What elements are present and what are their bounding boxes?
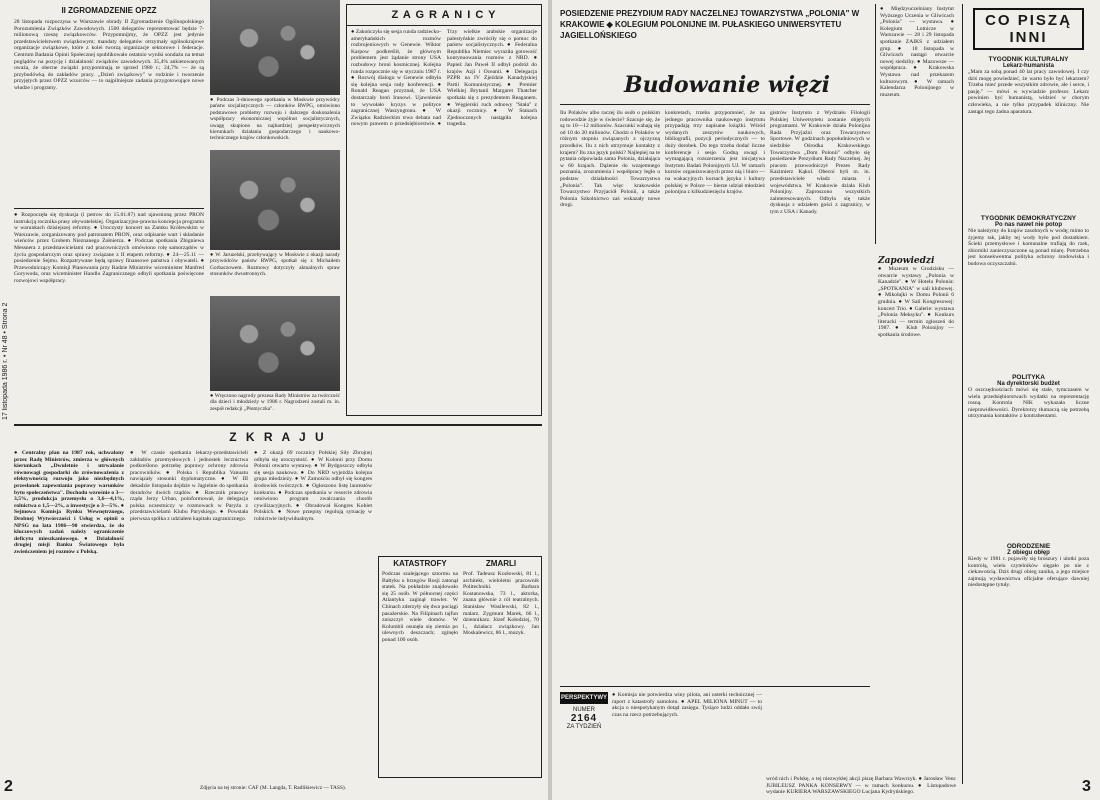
promo-col1: ● Komisja nie potwierdza winy pilota, ani usterki technicznej — raport z katastrofy samolotu. ● APEL MILIONA MINUT — to akcja o niespotykanym dotąd zasięgu. Tysiące ludzi oddało swój czas na rzecz potrzebujących. <box>612 692 762 718</box>
katastrofy-title: KATASTROFY <box>393 559 447 568</box>
zkraju-col3: ● Z okazji 69 rocznicy Polskiej Siły Zbrojnej odbyła się uroczystość. ● W Kolonii przy Domu Polonii otwarto wystawę. ● W Bydgoszczy odbyła się sesja naukowa. ● Do NRD wyjeżdża kolejna grupa młodzieży. ● W Zamościu odbył się kongres środowisk twórczych. ● Ogłoszono listę laureatów konkursu. ● Podczas spotkania w resorcie zdrowia omówiono program zwalczania chorób cywilizacyjnych. ● Obradował Kongres Kobiet Polskich. ● Nowe przepisy regulują sytuację w rolnictwie indywidualnym. <box>254 450 372 522</box>
odr-body: Kiedy w 1981 r. pojawiły się broszury i ulotki poza kontrolą, wielu czytelników sięgało po nie z ciekawością. Dziś drugi obieg zanika, a jego miejsce zajmują wydawnictwa oficjalne oferujące dawniej niedostępne tytuły. <box>968 556 1089 589</box>
posiedzenie-col2: konkretach, trzeba przypomnieć, że na jednego pracownika naukowego instytutu przypadają trzy napisane książki. Wśród wydanych zeszytów naukowych, bibliografii, pozycji periodycznych — to duży dorobek. Do tego trzeba dodać liczne konferencje i sesje. Godną uwagi i wymagającą rozszerzenia jest inicjatywa Instytutu Badań Polonijnych UJ. W ramach kursów organizowanych przez nią i biuro — na wakacyjnych kursach języka i kultury polskiej w Polsce — bierze udział młodzież polonijna z kilkudziesięciu krajów. <box>665 110 765 196</box>
perspektywy-logo: PERSPEKTYWY <box>560 692 608 704</box>
page-number-left: 2 <box>4 778 13 795</box>
photo-jaruzelski-gorbachev <box>210 150 340 250</box>
co-pisza-inni-column <box>962 4 1094 784</box>
divider <box>14 208 204 209</box>
pol-subtitle: Na dyrektorski budżet <box>997 381 1060 387</box>
headline: Budowanie więzi <box>624 72 830 98</box>
sidebar-notes <box>875 4 955 244</box>
za-tydzien: ZA TYDZIEŃ <box>566 724 602 730</box>
katastrofy-zmarli-box <box>378 556 542 778</box>
news-bullets <box>14 212 204 412</box>
page-number-right: 3 <box>1082 778 1091 795</box>
zapowiedzi-header <box>878 250 954 264</box>
tk-body: „Mam za sobą ponad 40 lat pracy zawodowej. I czy dziś mogę powiedzieć, że warto było być lekarzem? Trzeba mieć przede wszystkim zdrowie, ale i serce, i pasję." — mówi w wywiadzie profesor. Lekarz powinien być humanistą, widzieć w chorym człowieka, a nie tylko przypadek kliniczny. Nie zastąpi tego żadna aparatura. <box>968 69 1089 115</box>
zkraju-col1: ● Centralny plan na 1987 rok, uchwalony przez Radę Ministrów, zmierza w głównych kierunkach „Dwuletnie i utrwalanie równowagi gospodarki do zrównoważenia z efektywnością rozwoju jako niezbędnych przesłanek zapewniania poprawy warunków bytu społeczeństwa". Dochodu wzrośnie o 3—3,5%, produkcja przemysłu o 3,6—4,1%, rolnictwa o 1,5—2%, a inwestycje o 3—5%. ● Sejmowa Komisja Rynku Wewnętrznego, Drobnej Wytwórczości i Usług w opinii o NPSG na lata 1986—90 stwierdza, że do kluczowych zadań należy ograniczenie deficytu mieszkaniowego. ● Działalność drugiej misji Banku Światowego była zwieńczeniem jej rozmów z Polską. <box>14 450 124 555</box>
posiedzenie-title: POSIEDZENIE PREZYDIUM RADY NACZELNEJ TOWARZYSTWA „POLONIA" W KRAKOWIE ◆ KOLEGIUM POLONIJNE IM. PUŁASKIEGO UNIWERSYTETU JAGIELLOŃSKIEGO <box>560 9 860 40</box>
zmarli-section <box>463 559 539 775</box>
zkraju-col2: ● W czasie spotkania lekarzy-przedstawicieli zakładów przemysłowych i jednostek lecznictwa podkreślono potrzebę poprawy ochrony zdrowia pracowników. ● Polska i Republika Vanuatu nawiązały stosunki dyplomatyczne. ● W III dekadzie listopada dojdzie w Jagielnie do spotkania doradców dwóch rządów. ● Rzecznik prasowy rządu Jerzy Urban, poinformował, że delegacja polska uczestniczy w rozmowach w Paryżu z przedstawicielami Klubu Paryskiego. ● Powstała pierwsza spółka z udziałem kapitału zagranicznego. <box>130 450 248 522</box>
zapowiedzi-title: Zapowiedzi <box>878 256 935 266</box>
promo-col2: wród nich i Polskę, o tej niezwykłej akcji piszę Barbara Wawrzyk. ● Jarosław Venc JUBILEUSZ PANKA KONSERWY — w ramach konkursu. ● Listopadowe wydanie KURIERA WARSZAWSKIEGO Lucjana Kydryńskiego. <box>766 776 956 796</box>
zmarli-body: Prof. Tadeusz Kozłowski, 81 l., architekt, wieloletni pracownik Politechniki. Barbara Kostanowska, 73 l., aktorka, znana głównie z ról teatralnych. Stanisław Wasilewski, 82 l., malarz. Zygmunt Marek, 66 l., dziennikarz. Józef Kołodziej, 70 l., działacz związkowy. Jan Moskalewicz, 86 l., muzyk. <box>463 571 539 637</box>
co-pisza-inni-content <box>963 56 1094 666</box>
td-body: Nie należymy do krajów zasobnych w wodę; mimo to żyjemy tak, jakby tej wody było pod dostatkiem. Ścieki przemysłowe i komunalne trafiają do rzek, zbiorniki zanieczyszczone są ponad miarę. Potrzebna jest konsekwentna polityka ochrony środowiska i budowa oczyszczalni. <box>968 228 1089 267</box>
zagranicy-body: ● Zakończyła się sesja runda radziecko-amerykańskich rozmów rozbrojeniowych w Genewie. Wiktor Karpow podkreślił, że głównym problemem jest żądanie strony USA rozbudowy broni kosmicznej. Kolejna runda rozpocznie się w styczniu 1987 r. ● Rozwój dialogu w Genewie odbyła się kolejna sesja rady konferencji. ● Ronald Reagan przyznał, że USA dostarczały broń Iranowi. Ujawnienie to wywołało kryzys w polityce zagranicznej Waszyngtonu. ● W Związku Radzieckim trwa debata nad nowym prawem o przedsiębiorstwie. ● Trzy wielkie arabskie organizacje palestyńskie zwróciły się o pomoc do państw socjalistycznych. ● Federalna Republika Niemiec wyraziła gotowość kontynuowania rozmów z NRD. ● Papież Jan Paweł II odbył podróż do krajów Azji i Oceanii. ● Delegacja PZPR na IV Zjeździe Kanadyjskiej Partii Komunistycznej. ● Premier Wielkiej Brytanii Margaret Thatcher spotkała się z prezydentem Reaganem. ● Węgierski ruch odnowy "Stała" z okazji rocznicy. ● W Stanach Zjednoczonych nastąpiła kolejna tragedia. <box>351 29 537 128</box>
zapowiedzi-body: ● Muzeum w Grodzisku — otwarcie wystawy „Polonia w Kanadzie". ● W Hotelu Polonia: „SPOTKANIA" w sali klubowej. ● Mikołajki w Domu Polonii 6 grudnia. ● W Sali Kongresowej: koncert Trio. ● Galerie: wystawa „Polonia Meksyku". ● Konkurs literacki — termin zgłoszeń do 1987. ● Klub Polonijny — spotkania środowe. <box>878 266 954 338</box>
photo-award-ceremony <box>210 296 340 391</box>
opzz-body: 28 listopada rozpoczyna w Warszawie obrady II Zgromadzenie Ogólnopolskiego Porozumienia Związków Zawodowych. 1500 delegatów reprezentować będzie 7-milionową rzeszę związkowców. Przypomnijmy, że OPZZ jest jedynie przedstawicielstwem związkowym; mandaty delegatów otrzymały ogólnokrajowe organizacje związkowe, które z kolei tworzą organizacje sektorowe i federacje. Centrum Badania Opinii Społecznej opublikowało ostatnio wyniki sondażu na temat poglądów na pozycję i działalność związków zawodowych. 35,4% ankietowanych uważa, że obecne związki przypominają te sprzed 1980 r.; 24,7% — że są przybudówką do zakładów pracy. „Dzień związkowy" w rodzinie i tworzenie przyjętych przez OPZZ wzorców — to najpilniejsze zadania przygotowujące nowe władze i programy. <box>14 19 204 91</box>
odr-subtitle: Z obiegu obłęp <box>1007 550 1050 556</box>
posiedzenie-col3: gistrów Instytutu z Wydziału Filologii Polskiej Uniwersytetu zostanie objętych programami. W Krakowie działa Polonijna Rada Przyjaźni oraz Towarzystwo Sportowe. W godzinach popołudniowych w siedzibie Ośrodka Krakowskiego Towarzystwa „Dom Polonii" odbyło się posiedzenie Prezydium Rady Naczelnej. Jej pracom przewodniczył Prezes Rady Kazimierz Kąkol. Obecni byli m. in. przedstawiciele władz miasta i województwa. W Krakowie działa Klub Polonijny. Zaproszono wszystkich zainteresowanych. Odbyła się także dyskusja z udziałem gości z zagranicy, w tym z USA i Kanady. <box>770 110 870 215</box>
opzz-title: II ZGROMADZENIE OPZZ <box>61 6 157 15</box>
td-subtitle: Po nas nawet nie potop <box>994 222 1062 228</box>
number-label: NUMER <box>573 707 595 713</box>
right-page <box>552 0 1100 800</box>
photo-credits: Zdjęcia na tej stronie: CAF (M. Langda, T. Radlikiewicz — TASS). <box>200 785 346 791</box>
pol-title: POLITYKA <box>1012 374 1045 381</box>
zmarli-title: ZMARLI <box>485 559 517 568</box>
posiedzenie-col1: Ilu Polaków albo raczej ilu osób o polskim rodowodzie żyje w świecie? Szacuje się, że są to 10—12 milionów. Szacunki wahają się od 10 do 20 milionów. Chodzi o Polaków w różnym stopniu związanych z ojczyzną przodków. Ilu z nich utrzymuje kontakty z krajem? Ilu zna język polski? Najlepiej na te pytania odpowiada sama Polonia, działająca w 60 krajach. Dążenie do wzajemnego poznania, zrozumienia i współpracy legło u podstaw działalności Towarzystwa „Polonia". Tak więc krakowskie Towarzystwo Przyjaciół Polonii, a także Polonia Szkolnictwo zaś wskazały nowe drogi. <box>560 110 660 209</box>
opzz-article <box>14 6 204 206</box>
perspektywy-promo <box>560 692 608 788</box>
katastrofy-body: Podczas szalejącego sztormu na Bałtyku u brzegów Rosji zatonął statek. Na pokładzie znajdowało się 25 osób. W północnej części Atlantyku zaginął trawler. W Chinach zderzyły się dwa pociągi pasażerskie. Na Filipinach tajfun zniszczył wiele domów. W Kolumbii osunęła się ziemia po ulewnych deszczach; zginęło ponad 100 osób. <box>382 571 458 643</box>
td-title: TYGODNIK DEMOKRATYCZNY <box>980 215 1077 222</box>
headline-wrap <box>612 72 842 102</box>
spine-text: 17 listopada 1986 r. • Nr 48 • Strona 2 <box>2 302 9 420</box>
co-pisza-inni-box <box>973 8 1084 50</box>
divider <box>560 686 870 687</box>
zkraju-header <box>14 430 542 446</box>
tk-subtitle: Lekarz-humanista <box>1002 63 1054 69</box>
left-page <box>0 0 548 800</box>
katastrofy-section <box>382 559 458 775</box>
photo1-caption: ● Podczas 3-dniowego spotkania w Moskwie przywódcy państw socjalistycznych — członków RWPG, omówiono podstawowe problemy rozwoju i dalszego doskonalenia współpracy ekonomicznej wspólnot socjalistycznych, uwagę skupiono na najbardziej perspektywicznych kierunkach działania gospodarczego i naukowo-technicznego krajów członkowskich. <box>210 97 340 142</box>
bullets-body: ● Rozpoczęła się dyskusja (i petrow do 15.01.87) nad ujawnioną przez PRON instrukcją rocznika prasy obywatelskiej. Organizacyjno-prawna koncepcja programu w warunkach dzisiejszej reformy. ● Uroczysty koncert na Zamku Królewskim w Warszawie, zorganizowany pod patronatem PRON, oraz odpisanie wart i składanie wieńców przez Grobem Nieznanego Żołnierza. ● Podczas spotkania Zbigniewa Messnera z przedstawicielami rad pracowniczych omówiono rolę samorządów w życiu gospodarczym oraz sprawy związane z II etapem reformy. ● 24—25.11 — posiedzenie Sejmu. Rozpatrywane będą sprawy finansowe państwa i obywateli. ● Przewodniczący Komisji Planowania przy Radzie Ministrów wiceminister Manfred Gorywoda, oraz wiceminister Handlu Zagranicznego odbyli spotkania poświęcone rozwojowi współpracy. <box>14 212 204 284</box>
divider <box>560 104 870 105</box>
tk-title: TYGODNIK KULTURALNY <box>988 56 1069 63</box>
co-pisza-inni-title: CO PISZĄ INNI <box>985 12 1072 46</box>
photo2-caption: ● W. Jaruzelski, przebywający w Moskwie z okazji narady przywódców państw RWPG, spotkał się z Michaiłem Gorbaczowem. Rozmowy dotyczyły aktualnych spraw stosunków dwustronnych. <box>210 252 340 278</box>
odr-title: ODRODZENIE <box>1006 543 1051 550</box>
issue-number: 2164 <box>570 713 598 724</box>
zagranicy-title: Z A G R A N I C Y <box>347 5 541 26</box>
section-divider <box>14 424 542 426</box>
zagranicy-box <box>346 4 542 416</box>
posiedzenie-header <box>560 8 870 68</box>
zkraju-title: Z K R A J U <box>229 430 327 444</box>
sidebar-notes-body: ● Międzyuczelniany Instytut Wyższego Uczenia w Gliwicach „Polonia" — wystawa. ● Kolegium Lotnicze w Warszawie — 28 i 29 listopada spotkanie ZAIKS z udziałem grup. ● 18 listopada w Gliwicach nastąpi otwarcie nowej siedziby. ● Mazowsze — współpraca. ● Krakowska Wystawa nad przekazem kulturowym. ● W ramach Kalendarza Polonijnego w muzeum. <box>880 6 954 98</box>
photo-rwpg-summit <box>210 0 340 95</box>
pol-body: O oszczędnościach mówi się stale, tymczasem w wielu przedsiębiorstwach wydatki na reprezentację rosną. Kontrola NIK wykazała liczne nieprawidłowości. Dyrektorzy tłumaczą się potrzebą utrzymania kontaktów z kontrahentami. <box>968 387 1089 420</box>
photo3-caption: ● Wręczono nagrody prezesa Rady Ministrów za twórczość dla dzieci i młodzieży w 1986 r. Nagrodzeni zostali m. in. zespół redakcji „Płomyczka". <box>210 393 340 412</box>
